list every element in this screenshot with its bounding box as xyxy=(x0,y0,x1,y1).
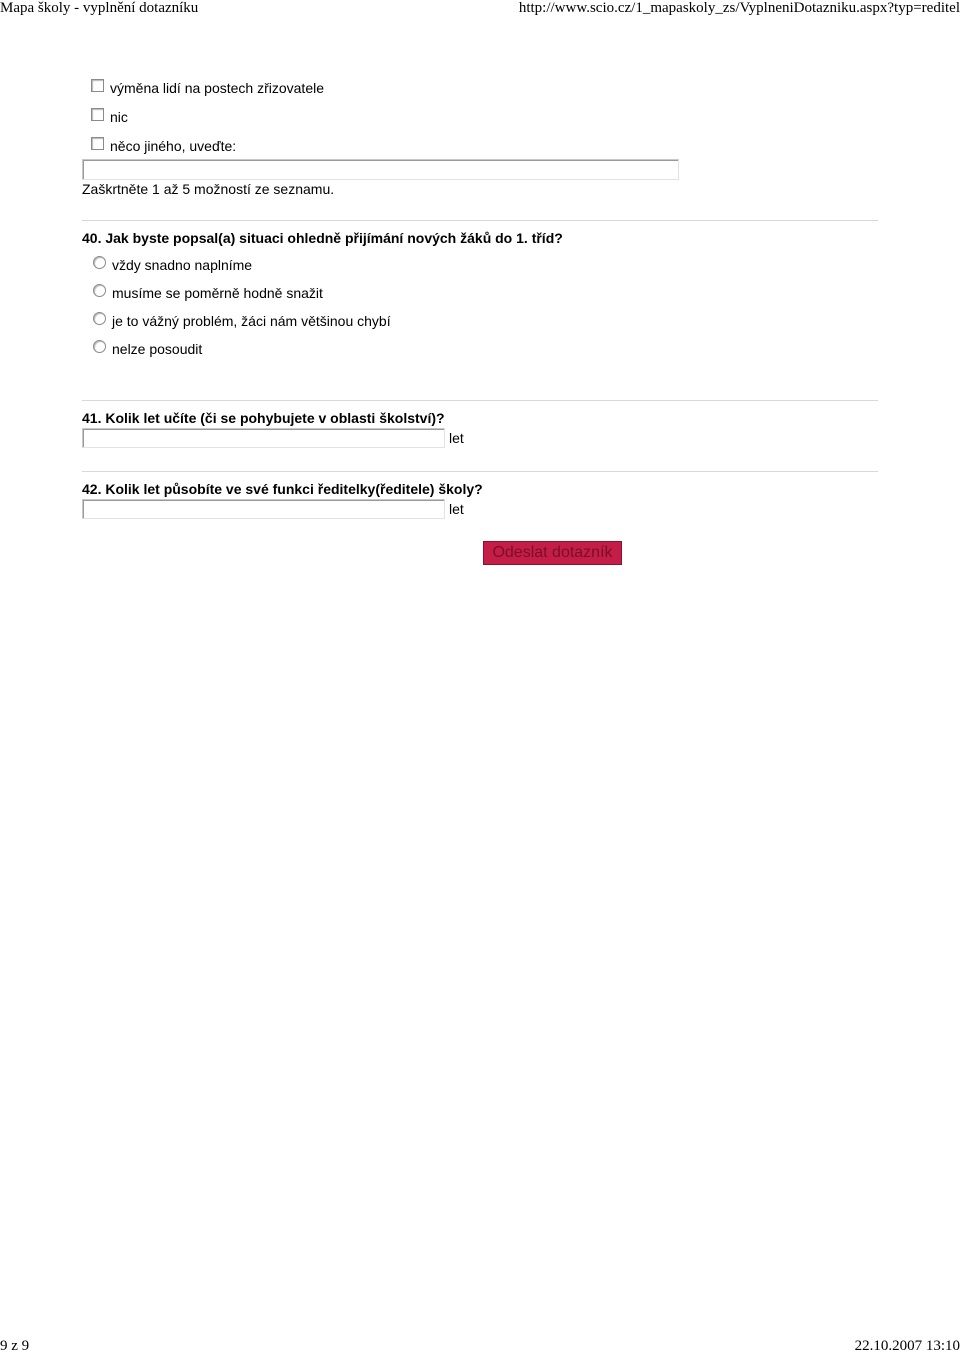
radio-button[interactable] xyxy=(93,256,106,269)
question-41: 41. Kolik let učíte (či se pohybujete v oblasti školství)? xyxy=(82,410,445,426)
radio-label: musíme se poměrně hodně snažit xyxy=(112,285,323,301)
radio-label: nelze posoudit xyxy=(112,341,203,357)
separator xyxy=(82,400,878,401)
checkbox-label: výměna lidí na postech zřizovatele xyxy=(110,80,324,96)
checkbox-option[interactable] xyxy=(91,108,128,126)
checkbox-option[interactable] xyxy=(91,79,324,97)
checkbox[interactable] xyxy=(91,79,104,92)
checkbox-option[interactable] xyxy=(91,137,236,155)
page-title: Mapa školy - vyplnění dotazníku xyxy=(0,0,199,16)
print-datetime: 22.10.2007 13:10 xyxy=(854,1338,960,1354)
submit-button[interactable]: Odeslat dotazník xyxy=(483,541,622,565)
checkbox[interactable] xyxy=(91,137,104,150)
selection-hint: Zaškrtněte 1 až 5 možností ze seznamu. xyxy=(82,181,335,197)
radio-button[interactable] xyxy=(93,312,106,325)
page-url: http://www.scio.cz/1_mapaskoly_zs/VyplneniDotazniku.aspx?typ=reditel xyxy=(518,0,960,16)
other-answer-input[interactable] xyxy=(82,159,679,180)
separator xyxy=(82,471,878,472)
years-director-input[interactable] xyxy=(82,499,445,519)
radio-label: vždy snadno naplníme xyxy=(112,257,253,273)
radio-option[interactable] xyxy=(93,312,391,330)
radio-option[interactable] xyxy=(93,340,202,358)
checkbox-label: nic xyxy=(110,109,128,125)
page-number: 9 z 9 xyxy=(0,1338,30,1354)
radio-label: je to vážný problém, žáci nám většinou chybí xyxy=(112,313,391,329)
question-40: 40. Jak byste popsal(a) situaci ohledně přijímání nových žáků do 1. tříd? xyxy=(82,230,563,246)
unit-label: let xyxy=(449,430,464,446)
question-42: 42. Kolik let působíte ve své funkci ředitelky(ředitele) školy? xyxy=(82,481,483,497)
years-teaching-input[interactable] xyxy=(82,428,445,448)
checkbox-label: něco jiného, uveďte: xyxy=(110,138,237,154)
checkbox[interactable] xyxy=(91,108,104,121)
separator xyxy=(82,220,878,221)
unit-label: let xyxy=(449,501,464,517)
radio-button[interactable] xyxy=(93,284,106,297)
radio-option[interactable] xyxy=(93,284,323,302)
radio-option[interactable] xyxy=(93,256,252,274)
radio-button[interactable] xyxy=(93,340,106,353)
